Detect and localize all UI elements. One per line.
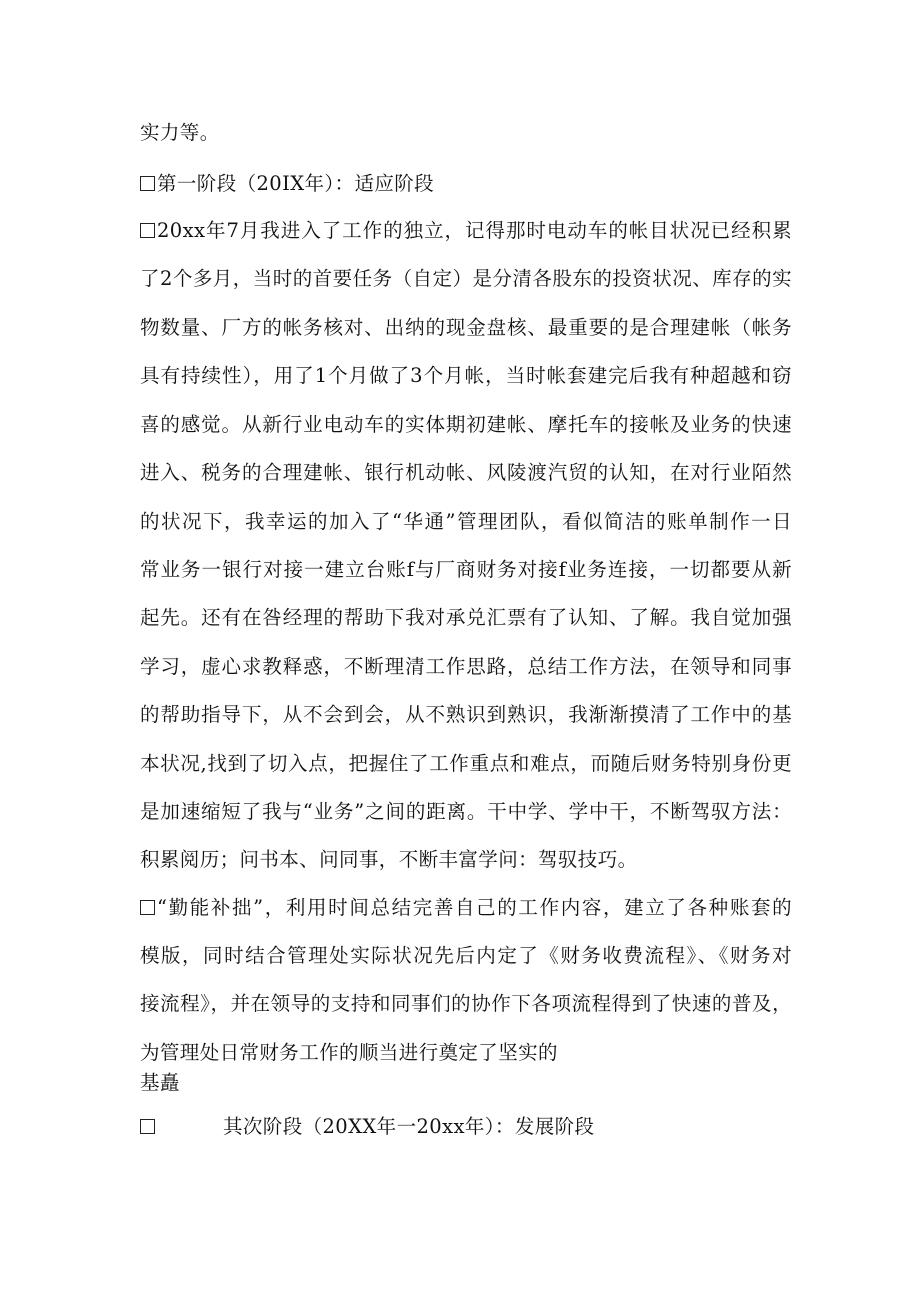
checkbox-square-icon [140,223,155,238]
paragraph-line: 物数量、厂方的帐务核对、出纳的现金盘核、最重要的是合理建帐（帐务 [140,316,792,339]
checkbox-square-icon [140,900,155,915]
paragraph-line [140,895,792,921]
paragraph-line: 的帮助指导下，从不会到会，从不熟识到熟识，我渐渐摸清了工作中的基 [140,703,792,726]
paragraph-line: 模版，同时结合管理处实际状况先后内定了《财务收费流程》、《财务对 [140,944,792,967]
paragraph-line: 本状况,找到了切入点，把握住了工作重点和难点，而随后财务特别身份更 [140,752,792,775]
paragraph-line: 实力等。 [140,121,220,144]
paragraph-line: 基矗 [140,1071,180,1094]
section-heading-stage-two [140,1114,594,1140]
paragraph-line: 了2个多月，当时的首要任务（自定）是分清各股东的投资状况、库存的实 [140,267,792,290]
paragraph-line: 是加速缩短了我与“业务”之间的距离。干中学、学中干，不断驾驭方法： [140,800,792,823]
checkbox-square-icon [140,1119,155,1134]
heading-text: 第一阶段（20IX年）：适应阶段 [157,172,435,195]
paragraph-text: “勤能补拙”，利用时间总结完善自己的工作内容，建立了各种账套的 [157,896,792,919]
paragraph-line: 喜的感觉。从新行业电动车的实体期初建帐、摩托车的接帐及业务的快速 [140,413,792,436]
paragraph-line: 积累阅历；问书本、问同事，不断丰富学问：驾驭技巧。 [140,848,638,871]
section-heading-stage-one [140,171,434,197]
paragraph-text: 20xx年7月我进入了工作的独立，记得那时电动车的帐目状况已经积累 [157,219,792,242]
paragraph-line: 的状况下，我幸运的加入了“华通”管理团队，看似简洁的账单制作一日 [140,510,792,533]
paragraph-line: 学习，虚心求教释惑，不断理清工作思路，总结工作方法，在领导和同事 [140,655,792,678]
paragraph-line: 起先。还有在咎经理的帮助下我对承兑汇票有了认知、了解。我自觉加强 [140,606,792,629]
paragraph-line: 为管理处日常财务工作的顺当进行奠定了坚实的 [140,1041,558,1064]
paragraph-line: 具有持续性），用了1个月做了3个月帐，当时帐套建完后我有种超越和窃 [140,364,792,387]
heading-text: 其次阶段（20XX年一20xx年）：发展阶段 [223,1115,595,1138]
paragraph-line [140,218,792,244]
checkbox-square-icon [140,176,155,191]
paragraph-line: 常业务一银行对接一建立台账f与厂商财务对接f业务连接，一切都要从新 [140,558,792,581]
paragraph-line: 接流程》，并在领导的支持和同事们的协作下各项流程得到了快速的普及， [140,992,792,1015]
paragraph-line: 进入、税务的合理建帐、银行机动帐、风陵渡汽贸的认知，在对行业陌然 [140,461,792,484]
